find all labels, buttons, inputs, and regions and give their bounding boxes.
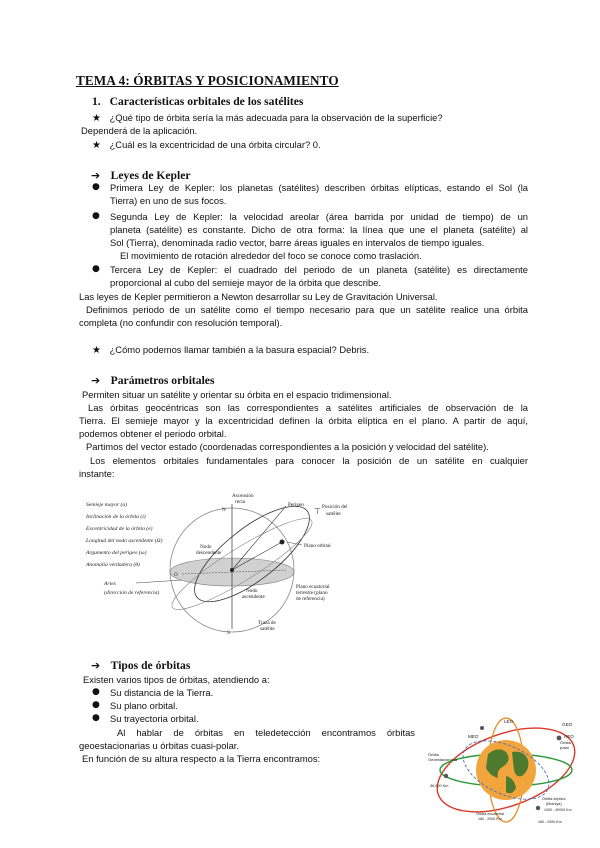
kepler-law3-line2: proporcional al cubo del semieje mayor de la órbita que describe. xyxy=(110,277,381,288)
legend-excentricidad: Excentricidad de la órbita (e) xyxy=(86,526,153,532)
tipos-item-3: Su trayectoria orbital. xyxy=(110,713,199,724)
params-paragraph-2-line2: Tierra. El semieje mayor y la excentricidad definen la órbita elíptica en el plano. A partir de aquí, xyxy=(79,415,528,426)
section1-heading xyxy=(92,95,303,109)
nodo-desc-label-2: descendente xyxy=(196,550,222,556)
plano-orbital-label: Plano orbital xyxy=(304,543,331,549)
tipos-intro: Existen varios tipos de órbitas, atendiendo a: xyxy=(83,674,270,685)
tipos-item-1: Su distancia de la Tierra. xyxy=(110,687,214,698)
origin-label: O xyxy=(174,572,178,578)
params-paragraph-1: Permiten situar un satélite y orientar su órbita en el espacio tridimensional. xyxy=(82,389,392,400)
star-bullet-icon: ★ xyxy=(92,140,101,151)
kepler-paragraph-2-line1: Definimos periodo de un satélite como el tiempo necesario para que un satélite realice una órbita xyxy=(86,304,528,315)
legend-anomalia: Anomalía verdadera (θ) xyxy=(86,562,140,568)
legend-inclinacion: Inclinación de la órbita (i) xyxy=(86,514,146,520)
leo-label: LEO xyxy=(504,719,514,724)
kepler-law1-line1: Primera Ley de Kepler: los planetas (satélites) describen órbitas elípticas, estando el Sol (la xyxy=(110,182,528,193)
bullet-icon: ● xyxy=(92,700,100,710)
params-paragraph-4-line1: Los elementos orbitales fundamentales para conocer la posición de un satélite en cualquier xyxy=(90,455,528,466)
legend-perigeo: Argumento del perigeo (ω) xyxy=(86,550,147,556)
aries-label-2: (dirección de referencia) xyxy=(104,590,160,596)
bottom-altitude: 160 - 2000 Km xyxy=(538,820,562,824)
nodo-desc-label: Nodo xyxy=(200,544,212,550)
question-3: ★ ¿Cómo podemos llamar también a la basura espacial? Debris. xyxy=(92,344,370,356)
ecuatorial-altitude: 160 - 2000 Km xyxy=(478,817,502,821)
plano-ecu-label-3: de referencia) xyxy=(296,596,325,602)
legend-nodo: Longitud del nodo ascendente (Ω) xyxy=(86,538,163,544)
aries-direction-line xyxy=(136,580,182,583)
tipos-paragraph-1-line1: Al hablar de órbitas en teledetección encontramos órbitas xyxy=(117,727,415,738)
plano-ecu-label-2: terrestre (plano xyxy=(296,590,328,596)
north-label: N xyxy=(222,507,226,513)
star-bullet-icon: ★ xyxy=(92,113,101,124)
params-paragraph-2-line1: Las órbitas geocéntricas son las correspondientes a satélites artificiales de observación de la xyxy=(88,402,528,413)
satellite-icon xyxy=(480,726,484,730)
star-bullet-icon: ★ xyxy=(92,345,101,356)
perigeo-label: Perigeo xyxy=(288,502,304,508)
bullet-icon: ● xyxy=(92,687,100,697)
question-2: ★ ¿Cuál es la excentricidad de una órbita circular? 0. xyxy=(92,139,321,151)
bullet-icon: ● xyxy=(92,713,100,723)
kepler-law2-line1: Segunda Ley de Kepler: la velocidad areolar (área barrida por unidad de tiempo) de un xyxy=(110,211,528,222)
tipos-item-2: Su plano orbital. xyxy=(110,700,178,711)
arrow-right-icon: ➔ xyxy=(91,374,101,387)
answer-1: Dependerá de la aplicación. xyxy=(81,125,198,136)
posicion-label: Posición del xyxy=(322,504,348,510)
kepler-paragraph-1: Las leyes de Kepler permitieron a Newton desarrollar su Ley de Gravitación Universal. xyxy=(79,291,438,302)
section1-number: 1. xyxy=(92,95,101,108)
params-paragraph-3: Partimos del vector estado (coordenadas correspondientes a la posición y velocidad del satélite). xyxy=(86,441,489,452)
satellite-icon xyxy=(444,774,448,778)
arrow-right-icon: ➔ xyxy=(91,169,101,182)
plano-ecu-label: Plano ecuatorial xyxy=(296,584,330,590)
aries-label: Aries xyxy=(104,581,116,587)
orbital-elements-diagram xyxy=(82,484,372,644)
south-label: S xyxy=(227,630,230,636)
nodo-asc-label: Nodo xyxy=(246,588,258,594)
kepler-law2-line2: planeta (satélite) es constante. Dicho de otra forma: la línea que une el planeta (satélite) al xyxy=(110,224,528,235)
posicion-label-2: satélite xyxy=(326,511,341,517)
page-title: TEMA 4: ÓRBITAS Y POSICIONAMIENTO xyxy=(76,73,339,88)
eliptica-label: Órbita elíptica xyxy=(542,797,566,801)
ascension-label-2: recta xyxy=(235,499,246,505)
geoest-label-2: Geoestacionaria xyxy=(428,757,458,762)
params-paragraph-4-line2: instante: xyxy=(79,468,115,479)
bullet-icon: ● xyxy=(92,264,100,274)
heo-label: HEO xyxy=(564,734,574,739)
legend-semieje: Semieje mayor (a) xyxy=(86,502,128,508)
geo-label: GEO xyxy=(562,722,573,727)
ecuatorial-label: Órbita ecuatorial xyxy=(476,812,504,816)
traza-label-2: satélite xyxy=(260,626,275,632)
satellite-symbol-icon: ⊤ xyxy=(314,507,321,516)
nodo-asc-label-2: ascendente xyxy=(242,594,265,600)
question-1: ★ ¿Qué tipo de órbita sería la más adecuada para la observación de la superficie? xyxy=(92,112,443,124)
polar-label: Órbita xyxy=(560,740,571,745)
bullet-icon: ● xyxy=(92,211,100,221)
satellite-icon xyxy=(536,806,540,810)
polar-label-2: polar xyxy=(560,745,569,750)
params-heading: ➔ Parámetros orbitales xyxy=(91,374,215,387)
tipos-paragraph-1-line2: geoestacionarias u órbitas cuasi-polar. xyxy=(79,740,239,751)
geoest-label: Órbita xyxy=(428,752,439,757)
meo-label: MEO xyxy=(468,734,479,739)
earth-center xyxy=(230,568,234,572)
arrow-right-icon: ➔ xyxy=(91,659,101,672)
tipos-paragraph-2: En función de su altura respecto a la Tierra encontramos: xyxy=(82,753,321,764)
tipos-heading: ➔ Tipos de órbitas xyxy=(91,659,191,672)
kepler-law3-line1: Tercera Ley de Kepler: el cuadrado del periodo de un planeta (satélite) es directamente xyxy=(110,264,528,275)
ascension-label: Ascensión xyxy=(232,493,254,499)
section1-title: Características orbitales de los satélites xyxy=(109,95,304,108)
kepler-law2-line3: Sol (Tierra), denominada radio vector, barre áreas iguales en intervalos de tiempo iguales. xyxy=(110,237,485,248)
kepler-paragraph-2-line2: completa (no confundir con resolución temporal). xyxy=(79,317,283,328)
params-paragraph-2-line3: podemos obtener el periodo orbital. xyxy=(79,428,227,439)
kepler-heading: ➔ Leyes de Kepler xyxy=(91,169,191,182)
satellite-marker xyxy=(280,540,285,545)
earth-orbits-figure xyxy=(426,714,586,828)
kepler-law1-line2: Tierra) en uno de sus focos. xyxy=(110,195,227,206)
bullet-icon: ● xyxy=(92,182,100,192)
traza-label: Traza de xyxy=(258,620,276,626)
geoest-altitude: 36.000 Km xyxy=(430,784,449,788)
eliptica-altitude: 1000 - 40000 Km xyxy=(544,808,572,812)
eliptica-label-2: (Molniya) xyxy=(546,802,562,806)
kepler-law2-line4: El movimiento de rotación alrededor del foco se conoce como traslación. xyxy=(120,250,422,261)
